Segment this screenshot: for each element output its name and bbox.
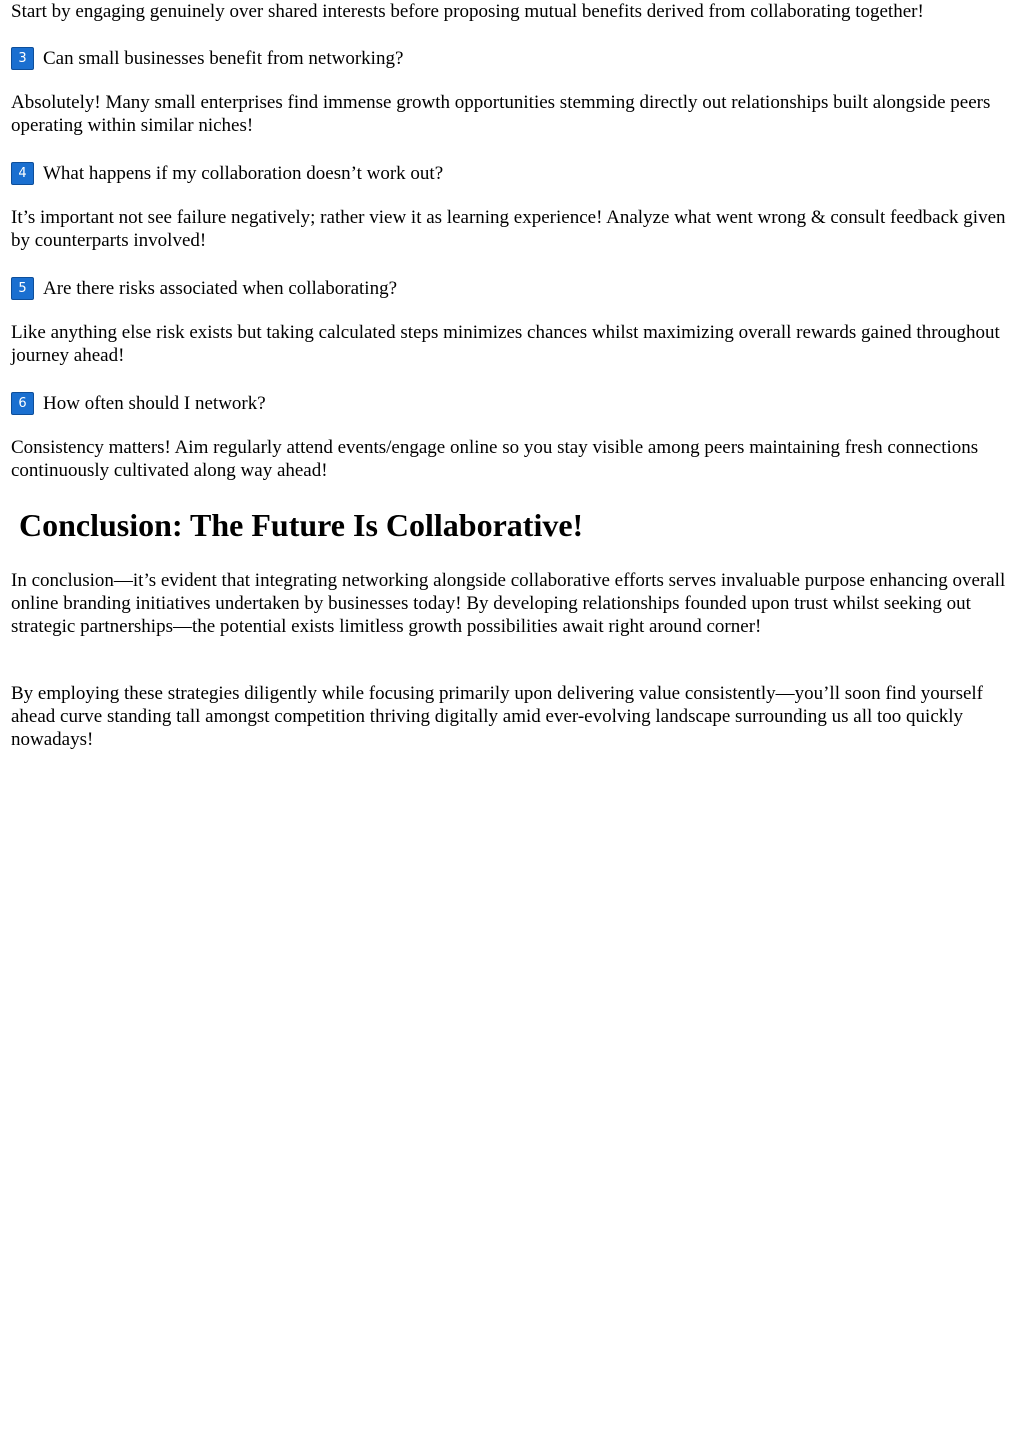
faq-question-6 [11, 392, 1016, 415]
conclusion-paragraph-2: By employing these strategies diligently while focusing primarily upon delivering value consistently—you’ll soon find yourself ahead curve standing tall amongst competition thriving digitally amid ever-evolving landscape surrounding us all too quickly nowadays! [11, 683, 983, 750]
faq-answer-2: Start by engaging genuinely over shared interests before proposing mutual benefits derived from collaborating together! [11, 1, 924, 22]
conclusion-paragraph-1: In conclusion—it’s evident that integrating networking alongside collaborative efforts serves invaluable purpose enhancing overall online branding initiatives undertaken by businesses today! By developing relationships founded upon trust whilst seeking out strategic partnerships—the potential exists limitless growth possibilities await right around corner! [11, 570, 1006, 637]
number-3-icon: 3 [11, 47, 34, 70]
faq-question-5 [11, 277, 1016, 300]
faq-question-text: How often should I network? [43, 393, 266, 414]
faq-question-4 [11, 162, 1016, 185]
number-4-icon: 4 [11, 162, 34, 185]
conclusion-heading: Conclusion: The Future Is Collaborative! [19, 507, 584, 543]
number-5-icon: 5 [11, 277, 34, 300]
faq-question-text: Are there risks associated when collaborating? [43, 278, 398, 299]
faq-question-text: Can small businesses benefit from networking? [43, 48, 404, 69]
faq-answer-6: Consistency matters! Aim regularly attend events/engage online so you stay visible among peers maintaining fresh connections continuously cultivated along way ahead! [11, 437, 979, 481]
faq-answer-3: Absolutely! Many small enterprises find immense growth opportunities stemming directly out relationships built alongside peers operating within similar niches! [11, 92, 991, 136]
number-6-icon: 6 [11, 392, 34, 415]
faq-question-text: What happens if my collaboration doesn’t work out? [43, 163, 444, 184]
faq-question-3 [11, 47, 1016, 70]
faq-answer-4: It’s important not see failure negatively; rather view it as learning experience! Analyze what went wrong & consult feedback given by counterparts involved! [11, 207, 1006, 251]
faq-answer-5: Like anything else risk exists but taking calculated steps minimizes chances whilst maximizing overall rewards gained throughout journey ahead! [11, 322, 1000, 366]
